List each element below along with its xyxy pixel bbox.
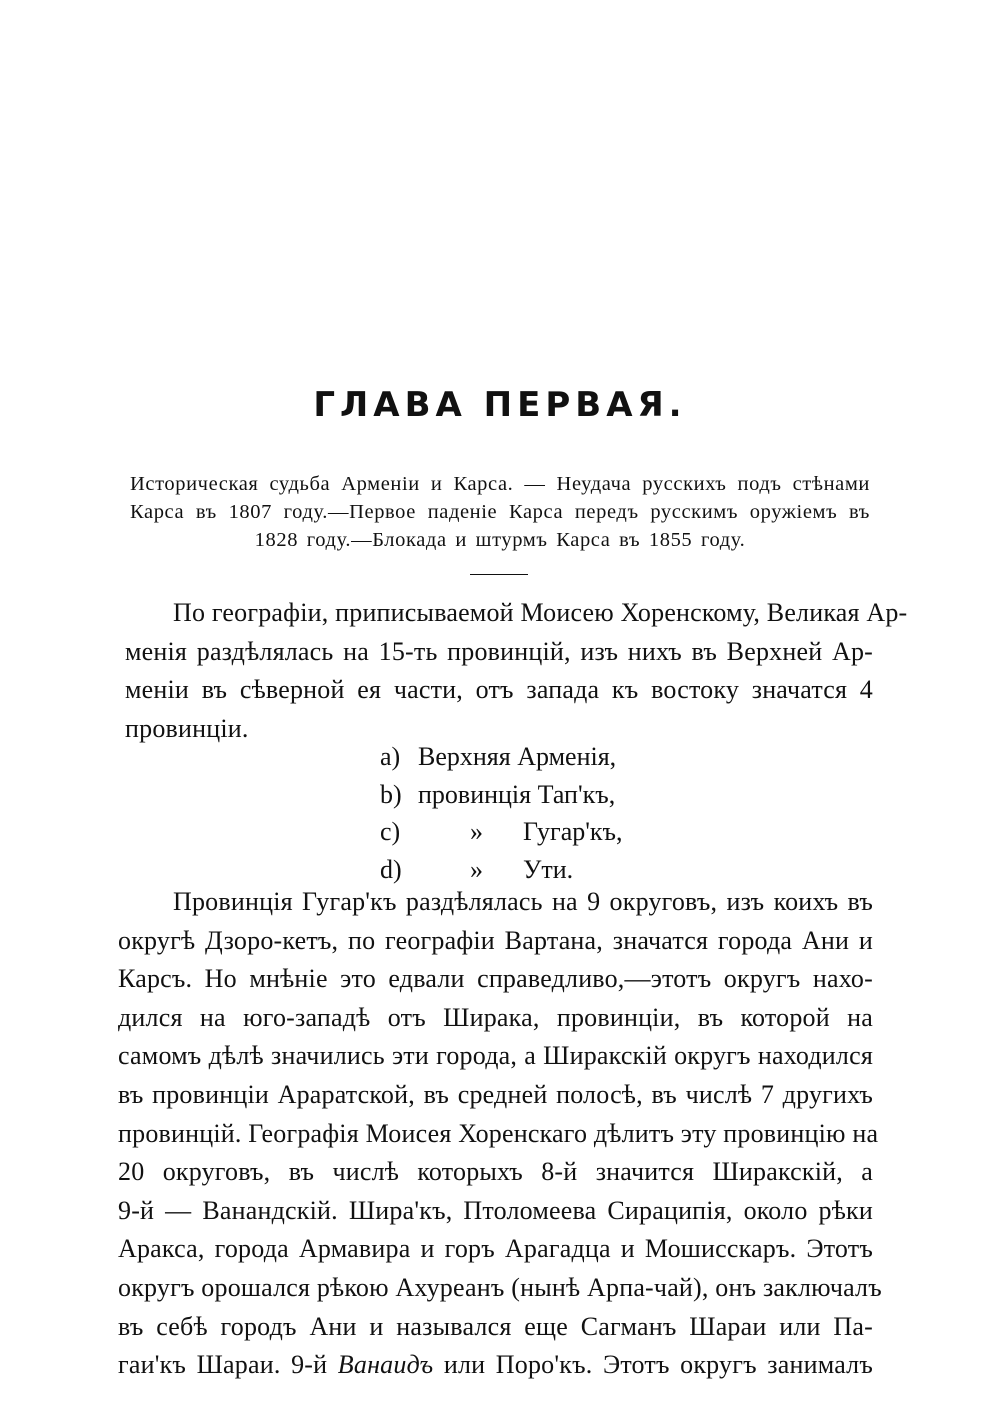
paragraph-line: самомъ дѣлѣ значились эти города, а Ширакскій округъ находился [118,1041,873,1071]
province-name: Ути. [523,854,574,884]
paragraph-line: округѣ Дзоро-кетъ, по географіи Вартана, значатся города Ани и [118,925,873,955]
section-divider [470,574,528,575]
paragraph-line: въ провинціи Араратской, въ средней полосѣ, въ числѣ 7 другихъ [118,1079,873,1109]
paragraph-line: провинціи. [125,713,249,743]
ditto-mark: » [470,854,483,884]
province-name: Гугар'къ, [523,817,623,846]
chapter-title: ГЛАВА ПЕРВАЯ. [313,385,687,425]
paragraph-line: Аракса, города Армавира и горъ Арагадца и Мошисскаръ. Этотъ [118,1234,873,1264]
province-name: Верхняя Арменія, [418,742,617,771]
text-run: гаи'къ Шараи. 9-й [118,1350,338,1380]
paragraph-line: 9-й — Ванандскій. Шира'къ, Птоломеева Сираципія, около рѣки [118,1195,873,1225]
province-name: провинція Тап'къ, [418,779,616,809]
ditto-mark: » [470,817,483,846]
paragraph-line: Провинція Гугар'къ раздѣлялась на 9 округовъ, изъ коихъ въ [173,887,873,916]
paragraph-line: Карсъ. Но мнѣніе это едвали справедливо,—этотъ округъ нахо- [118,964,873,994]
province-list [380,738,623,888]
paragraph-line: 20 округовъ, въ числѣ которыхъ 8-й значится Ширакскій, а [118,1157,873,1187]
list-marker: a) [380,742,401,771]
paragraph-line: въ себѣ городъ Ани и назывался еще Сагманъ Шараи или Па- [118,1311,873,1341]
list-item [380,813,623,851]
paragraph-line: дился на юго-западѣ отъ Ширака, провинціи, въ которой на [118,1002,873,1032]
paragraph-1 [125,594,908,748]
paragraph-line: менія раздѣлялась на 15-ть провинцій, изъ нихъ въ Верхней Ар- [125,636,873,666]
list-marker: d) [380,854,402,884]
paragraph-line-final [118,1346,873,1385]
paragraph-line: По географіи, приписываемой Моисею Хоренскому, Великая Ар- [173,598,908,627]
paragraph-line: провинцій. Географія Моисея Хоренскаго дѣлитъ эту провинцію на [118,1118,879,1148]
list-marker: b) [380,779,402,809]
list-item [380,776,616,814]
paragraph-line: меніи въ сѣверной ея части, отъ запада къ востоку значатся 4 [125,675,873,705]
paragraph-2 [118,883,882,1385]
text-run: или Поро'къ. Этотъ округъ занималъ [433,1350,873,1380]
list-marker: c) [380,817,401,846]
italic-term: Ванаидъ [337,1350,434,1380]
chapter-summary: Историческая судьба Арменіи и Карса. — Неудача русскихъ подъ стѣнами Карса въ 1807 году.—Первое паденіе Карса передъ русскимъ оружіемъ въ 1828 году.—Блокада и штурмъ Карса въ 1855 году. [130,473,870,551]
list-item [380,738,616,776]
paragraph-line: округъ орошался рѣкою Ахуреанъ (нынѣ Арпа-чай), онъ заключалъ [118,1272,882,1302]
